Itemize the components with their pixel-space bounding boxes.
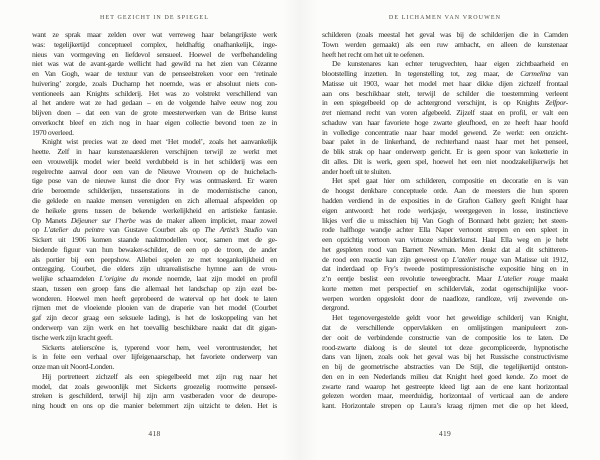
text-line: Sickerts atelierscène is, typerend voor hem, veel verontrustender, het <box>42 342 277 352</box>
text-line: als portier bij een peepshow. Allebei spelen ze met toegankelijkheid en <box>32 254 277 264</box>
paragraph <box>32 137 277 342</box>
text-line: regelrechte aanval door een van de Nieuwe Vrouwen op de huichelach- <box>32 166 277 176</box>
text-line: Town werden gemaakt) als een ruw ambacht, en alleen de kunstenaar <box>322 39 568 49</box>
text-line: wonderen. Hoewel men heeft geprobeerd de waterval op het doek te laten <box>32 293 277 303</box>
text-line: dit alles. Dit is werk, geen spel, hoewel het een niet noodzakelijkerwijs het <box>322 156 568 166</box>
text-line: gaf zijn decor graag een seksuele lading), is het de loskoppeling van het <box>32 313 277 323</box>
text-line: dergrond. <box>322 303 350 313</box>
page-body <box>322 30 568 411</box>
text-line: is in feite een verhaal over lijfeigenaarschap, het favoriete onderwerp van <box>32 352 277 362</box>
page-number-left: 418 <box>148 429 161 438</box>
paragraph <box>32 343 277 372</box>
running-header-right: DE LICHAMEN VAN VROUWEN <box>388 15 502 21</box>
text-line: niet was wat de avant-garde wellicht had gewild na het zien van Cézanne <box>32 59 277 69</box>
text-line: op L’atelier du peintre van Gustave Courbet als op The Artist’s Studio van <box>32 225 277 235</box>
text-line: al het andere wat ze had gedaan – en de volgende halve eeuw nog zou <box>32 98 277 108</box>
page-number-right: 419 <box>438 429 452 438</box>
text-line: de hoogst denkbare conceptuele orde. Aan de meesters die hun sporen <box>322 186 568 196</box>
text-line: tret niemand recht van voren afgebeeld. Zijzelf staat en profil, er valt een <box>322 108 568 118</box>
text-line: z’n eentje beslist een revolutie teweegbracht. Maar L’atelier rouge maakt <box>322 274 568 284</box>
text-line: ander hoeft uit te sluiten. <box>322 166 392 176</box>
text-line: schilderen (zoals meestal het geval was bij de schilderijen die in Camden <box>322 30 568 39</box>
text-line: biedende figuur van hun bewaker-schilder, de een op de troon, de ander <box>32 244 277 254</box>
text-line: Matisse uit 1903, waar het model met haar dikke dijen zichzelf frontaal <box>322 78 568 88</box>
text-line: het gespleten rood van Barnett Newman. Men denkt dat al dit schitteren- <box>322 244 568 254</box>
text-line: want ze sprak maar zelden over wat verreweg haar belangrijkste werk <box>32 30 277 39</box>
text-line: schaduw van haar favoriete hoge zwarte gleufhoed, en ze heeft haar hoofd <box>322 117 568 127</box>
text-line: blijven doen – dat een van de grote meesterwerken van de Britse kunst <box>32 108 277 118</box>
text-line: De kunstenares kan echter terugvechten, haar eigen zichtbaarheid en <box>332 59 568 69</box>
text-line: tische werk zijn kracht geeft. <box>32 332 113 342</box>
text-line: de heikele grens tussen de bekende werkelijkheid en artistieke fantasie. <box>32 205 277 215</box>
text-line: hadden verdiend in de exposities in de Grafton Gallery geeft Knight haar <box>322 196 568 206</box>
text-line: de blik strak op haar onderwerp gericht. Er is geen spoor van koketterie in <box>322 147 568 157</box>
text-line: streken is geschilderd, terwijl hij zijn arm vastberaden voor de deurope- <box>32 391 277 401</box>
text-line: gelezen worden maar, meerduidig, horizontaal of verticaal aan de andere <box>322 391 568 401</box>
text-line: onderwerp van zijn werk en het toevallig beschikbare naakt dat dit gigan- <box>32 322 277 332</box>
paragraph <box>322 176 568 313</box>
text-line: baar palet in de linkerhand, de rechterhand naast haar met het penseel, <box>322 137 568 147</box>
text-line: ventioneels aan Knights schilderij. Het was zo volstrekt verschillend van <box>32 88 277 98</box>
text-line: een opzichtig vertoon van virtuoze schilderkunst. Haal Ella weg en je hebt <box>322 235 568 245</box>
text-line: rijmen met de vloeiende plooien van de draperie van het model (Courbet <box>32 303 277 313</box>
text-line: dans van lijnen, zoals ook het geval was bij het Russische constructivisme <box>322 352 568 362</box>
text-line: onverkocht bleef en zich nog in haar eigen collectie bevond toen ze in <box>32 117 277 127</box>
text-line: onze man uit Noord-Londen. <box>32 362 114 372</box>
text-line: dat de verschillende oppervlakken en omlijstingen manipuleert zon- <box>322 322 568 332</box>
text-line: 1970 overleed. <box>32 127 74 137</box>
running-header-left: HET GEZICHT IN DE SPIEGEL <box>100 15 209 21</box>
text-line: Knight wist precies wat ze deed met ‘Het model’, zoals het aanvankelijk <box>42 137 277 147</box>
text-line: welijke schaamdelen L’origine du monde noemde, laat zijn model en profil <box>32 274 277 284</box>
text-line: dat inderdaad op Fry’s tweede postimpressionistische expositie hing en in <box>322 264 568 274</box>
text-line: rode halfhoge wandje achter Ella Naper vertoont strepen en een spleet in <box>322 225 568 235</box>
text-line: model, dat zoals gewoonlijk met Sickerts groezelig roomwitte penseel- <box>32 381 277 391</box>
text-line: staan, tussen een groep fans die allemaal het landschap op zijn ezel be- <box>32 283 277 293</box>
text-line: ning houdt en ons op die manier belemmert zijn uitzicht te delen. Het is <box>32 401 277 411</box>
paragraph <box>322 30 568 59</box>
text-line: werpen worden opgeslokt door de naadloze, randloze, vrij zwevende on- <box>322 293 568 303</box>
text-line: was: tegelijkertijd conceptueel complex, heldhaftig onafhankelijk, inge- <box>32 39 277 49</box>
page-right <box>300 0 600 460</box>
text-line: heeft het recht om het uit te oefenen. <box>322 49 425 59</box>
paragraph <box>322 59 568 176</box>
page-body <box>32 30 277 411</box>
text-line: den en in een Nederlands milieu dat Knight heel goed kende. Zo moet de <box>322 371 568 381</box>
text-line: eigen antwoord: het rode werkjasje, weergegeven in losse, instinctieve <box>322 205 568 215</box>
text-line: een vrouwelijk model wier beeld verdubbeld is in het schilderij was een <box>32 156 277 166</box>
text-line: der ooit de verbindende constructie van de compositie los te laten. De <box>322 332 568 342</box>
text-line: drie beroemde schilderijen, tussenstations in de modernistische canon, <box>32 186 277 196</box>
text-line: Op Manets Déjeuner sur l’herbe was de maker alleen impliciet, maar zowel <box>32 215 277 225</box>
text-line: korte metten met perspectief en schildervlak, zodat ogenschijnlijke voor- <box>322 283 568 293</box>
text-line: nieus van vormgeving en liefdevol sensueel. Hoewel de verfbehandeling <box>32 49 277 59</box>
text-line: en bij de geometrische abstracties van De Stijl, die tegelijkertijd ontston- <box>322 362 568 372</box>
text-line: kant. Horizontale strepen op Laura’s kraag rijmen met die op het kleed, <box>322 401 568 411</box>
text-line: Sickert uit 1906 komen staande naaktmodellen voor, samen met de ge- <box>32 235 277 245</box>
text-line: Hij portretteert zichzelf als een spiegelbeeld met zijn rug naar het <box>42 371 277 381</box>
text-line: tige pose van de nieuwe kunst die door Fry was ontmaskerd. Er waren <box>32 176 277 186</box>
text-line: in volledige concentratie naar haar model gewend. Ze werkt: een onzicht- <box>322 127 568 137</box>
text-line: en Van Gogh, waar de textuur van de penseelstreken voor een ‘retinale <box>32 69 277 79</box>
text-line: huivering’ zorgde, zoals Duchamp het noemde, was er absoluut niets con- <box>32 78 277 88</box>
text-line: rood-zwarte dialoog is de sleutel tot deze gecompliceerde, hypnotische <box>322 342 568 352</box>
text-line: in een spiegelbeeld op de achtergrond verschijnt, is op Knights Zelfpor- <box>322 98 568 108</box>
text-line: Het spel gaat hier om schilderen, compositie en decoratie en is van <box>332 176 568 186</box>
text-line: die geklede en naakte mensen verenigden en zich allemaal afspeelden op <box>32 196 277 206</box>
paragraph <box>32 30 277 137</box>
text-line: Het tegenovergestelde geldt voor het geweldige schilderij van Knight, <box>332 313 568 323</box>
text-line: heette. Zelf in haar kunstenaarskleren verschijnen terwijl ze werkt met <box>32 147 277 157</box>
text-line: zwarte rand waarop het gestreepte kleed ligt aan de ene kant horizontaal <box>322 381 568 391</box>
text-line: aan ons beschikbaar stelt, terwijl de schilder die toestemming verleent <box>322 88 568 98</box>
text-line: blootstelling inzetten. In tegenstelling tot, zeg maar, de Carmelina van <box>322 69 568 79</box>
text-line: ontzegging. Courbet, die elders zijn ultrarealistische hymne aan de vrou- <box>32 264 277 274</box>
text-line: de rood een reactie kan zijn geweest op L’atelier rouge van Matisse uit 1912, <box>322 254 568 264</box>
text-line: likjes verf die u misschien bij Van Gogh of Bonnard hebt gezien; het steen- <box>322 215 568 225</box>
paragraph <box>32 372 277 411</box>
paragraph <box>322 313 568 411</box>
